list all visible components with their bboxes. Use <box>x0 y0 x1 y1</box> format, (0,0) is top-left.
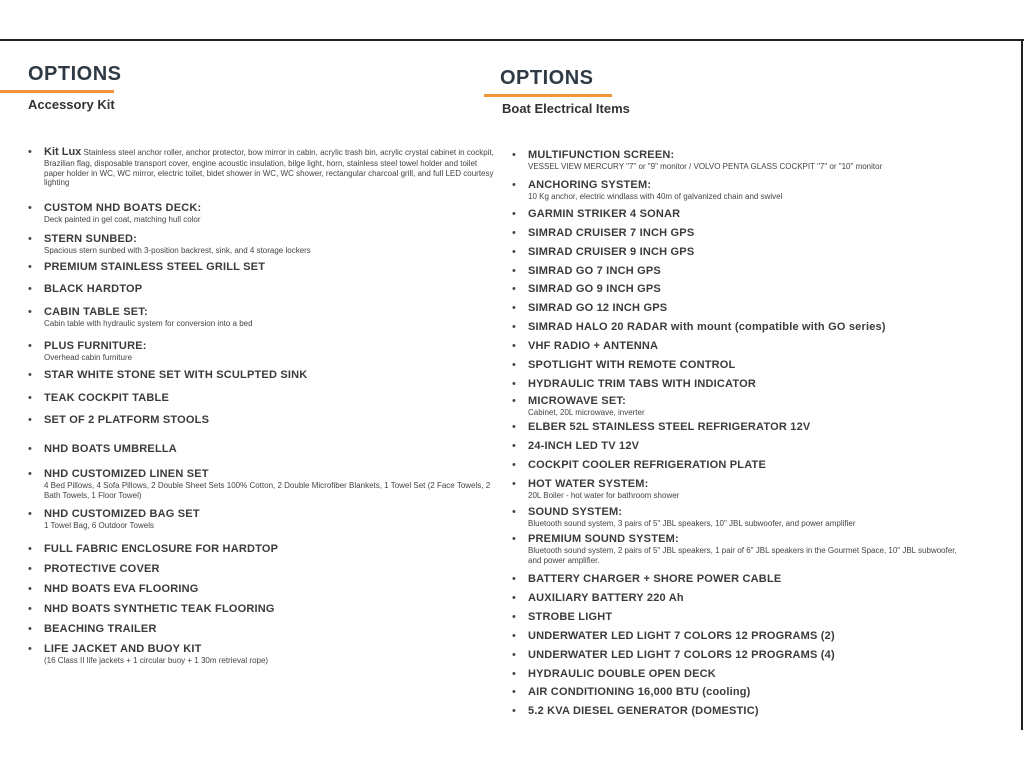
bullet: • <box>28 392 32 404</box>
bullet: • <box>28 508 32 520</box>
item-title: MICROWAVE SET: <box>528 395 626 407</box>
item-title: SIMRAD HALO 20 RADAR with mount (compatible with GO series) <box>528 321 886 333</box>
bullet: • <box>512 179 516 191</box>
item-title: HOT WATER SYSTEM: <box>528 478 649 490</box>
item-title: ELBER 52L STAINLESS STEEL REFRIGERATOR 12V <box>528 421 811 433</box>
item-desc: Overhead cabin furniture <box>44 353 133 362</box>
item-title: TEAK COCKPIT TABLE <box>44 392 170 404</box>
bullet: • <box>512 686 516 698</box>
item-desc: 1 Towel Bag, 6 Outdoor Towels <box>44 521 154 530</box>
item-title: STAR WHITE STONE SET WITH SCULPTED SINK <box>44 369 308 381</box>
item-title: PREMIUM SOUND SYSTEM: <box>528 533 679 545</box>
item-title: Kit Lux <box>44 146 82 158</box>
bullet: • <box>512 506 516 518</box>
bullet: • <box>512 302 516 314</box>
right-subheading: Boat Electrical Items <box>502 101 630 116</box>
item-desc: Cabin table with hydraulic system for conversion into a bed <box>44 319 253 328</box>
item-title: COCKPIT COOLER REFRIGERATION PLATE <box>528 459 767 471</box>
bullet: • <box>512 533 516 545</box>
item-title: NHD BOATS EVA FLOORING <box>44 583 199 595</box>
item-desc: Bluetooth sound system, 2 pairs of 5" JBL speakers, 1 pair of 6" JBL speakers in the Gourmet Space, 10" JBL subwoofer, and power amplifier. <box>528 546 957 565</box>
item-title: CABIN TABLE SET: <box>44 306 148 318</box>
item-title: STERN SUNBED: <box>44 233 138 245</box>
bullet: • <box>512 668 516 680</box>
bullet: • <box>512 611 516 623</box>
bullet: • <box>28 283 32 295</box>
left-section-header <box>28 62 498 113</box>
bullet: • <box>512 321 516 333</box>
bullet: • <box>28 340 32 352</box>
item-title: UNDERWATER LED LIGHT 7 COLORS 12 PROGRAMS (2) <box>528 630 835 642</box>
item-title: CUSTOM NHD BOATS DECK: <box>44 202 202 214</box>
item-title: AUXILIARY BATTERY 220 Ah <box>528 592 684 604</box>
bullet: • <box>512 395 516 407</box>
left-subheading: Accessory Kit <box>28 97 115 112</box>
bullet: • <box>512 440 516 452</box>
bullet: • <box>512 630 516 642</box>
bullet: • <box>28 202 32 214</box>
item-title: SOUND SYSTEM: <box>528 506 623 518</box>
item-title: SIMRAD GO 9 INCH GPS <box>528 283 661 295</box>
item-title: PROTECTIVE COVER <box>44 563 160 575</box>
item-title: UNDERWATER LED LIGHT 7 COLORS 12 PROGRAMS (4) <box>528 649 835 661</box>
item-title: FULL FABRIC ENCLOSURE FOR HARDTOP <box>44 543 279 555</box>
bullet: • <box>512 478 516 490</box>
item-title: LIFE JACKET AND BUOY KIT <box>44 643 202 655</box>
bullet: • <box>512 421 516 433</box>
item-title: BLACK HARDTOP <box>44 283 143 295</box>
left-heading: OPTIONS <box>28 63 122 85</box>
bullet: • <box>28 369 32 381</box>
item-title: SPOTLIGHT WITH REMOTE CONTROL <box>528 359 736 371</box>
item-title: AIR CONDITIONING 16,000 BTU (cooling) <box>528 686 751 698</box>
item-title: BATTERY CHARGER + SHORE POWER CABLE <box>528 573 782 585</box>
bullet: • <box>512 378 516 390</box>
bullet: • <box>512 340 516 352</box>
bullet: • <box>512 265 516 277</box>
bullet: • <box>28 146 32 158</box>
bullet: • <box>28 261 32 273</box>
item-title: BEACHING TRAILER <box>44 623 157 635</box>
item-title: SIMRAD CRUISER 9 INCH GPS <box>528 246 695 258</box>
item-desc: Stainless steel anchor roller, anchor protector, bow mirror in cabin, acrylic trash bin, acrylic crystal cabinet in cockpit, Brazilian flag, disposable transport cover, engine acoustic insulation, bilge light, horn, stainless steel towel holder and toilet paper holder in WC, WC mirror, electric toilet, bidet shower in WC, WC shower, rectangular charcoal grill, and full LED courtesy lighting <box>44 148 494 187</box>
bullet: • <box>28 623 32 635</box>
bullet: • <box>512 459 516 471</box>
item-title: GARMIN STRIKER 4 SONAR <box>528 208 681 220</box>
item-desc: (16 Class II life jackets + 1 circular buoy + 1 30m retrieval rope) <box>44 656 269 665</box>
item-desc: VESSEL VIEW MERCURY "7" or "9" monitor / VOLVO PENTA GLASS COCKPIT "7" or "10" monitor <box>528 162 883 171</box>
item-desc: Spacious stern sunbed with 3-position backrest, sink, and 4 storage lockers <box>44 246 311 255</box>
item-desc: 10 Kg anchor, electric windlass with 40m of galvanized chain and swivel <box>528 192 783 201</box>
bullet: • <box>512 592 516 604</box>
bullet: • <box>28 563 32 575</box>
bullet: • <box>512 283 516 295</box>
right-section-header <box>500 66 1015 117</box>
right-border <box>1021 40 1023 730</box>
item-title: ANCHORING SYSTEM: <box>528 179 652 191</box>
item-title: MULTIFUNCTION SCREEN: <box>528 149 675 161</box>
bullet: • <box>512 705 516 717</box>
bullet: • <box>512 359 516 371</box>
bullet: • <box>512 649 516 661</box>
item-title: 24-INCH LED TV 12V <box>528 440 640 452</box>
right-heading-underline <box>484 94 612 97</box>
bullet: • <box>28 306 32 318</box>
item-title: PREMIUM STAINLESS STEEL GRILL SET <box>44 261 266 273</box>
item-title: SIMRAD GO 12 INCH GPS <box>528 302 668 314</box>
item-title: SET OF 2 PLATFORM STOOLS <box>44 414 210 426</box>
bullet: • <box>28 643 32 655</box>
item-desc: 20L Boiler - hot water for bathroom shower <box>528 491 680 500</box>
item-desc: 4 Bed Pillows, 4 Sofa Pillows, 2 Double Sheet Sets 100% Cotton, 2 Double Microfiber Blankets, 1 Towel Set (2 Face Towels, 2 Bath Towels, 1 Floor Towel) <box>44 481 491 500</box>
bullet: • <box>28 468 32 480</box>
item-title: NHD CUSTOMIZED LINEN SET <box>44 468 209 480</box>
item-title: NHD BOATS SYNTHETIC TEAK FLOORING <box>44 603 275 615</box>
item-desc: Deck painted in gel coat, matching hull color <box>44 215 201 224</box>
bullet: • <box>28 414 32 426</box>
item-title: SIMRAD CRUISER 7 INCH GPS <box>528 227 695 239</box>
item-title: SIMRAD GO 7 INCH GPS <box>528 265 661 277</box>
item-title: VHF RADIO + ANTENNA <box>528 340 659 352</box>
item-title: STROBE LIGHT <box>528 611 613 623</box>
bullet: • <box>512 208 516 220</box>
item-title: HYDRAULIC DOUBLE OPEN DECK <box>528 668 716 680</box>
item-title: NHD CUSTOMIZED BAG SET <box>44 508 200 520</box>
bullet: • <box>512 246 516 258</box>
bullet: • <box>512 573 516 585</box>
bullet: • <box>28 233 32 245</box>
bullet: • <box>28 543 32 555</box>
item-title: 5.2 KVA DIESEL GENERATOR (DOMESTIC) <box>528 705 759 717</box>
bullet: • <box>512 227 516 239</box>
item-title: HYDRAULIC TRIM TABS WITH INDICATOR <box>528 378 757 390</box>
item-desc: Cabinet, 20L microwave, inverter <box>528 408 645 417</box>
top-border <box>0 39 1024 41</box>
right-heading: OPTIONS <box>500 67 594 89</box>
item-desc: Bluetooth sound system, 3 pairs of 5" JBL speakers, 10" JBL subwoofer, and power amplifier <box>528 519 856 528</box>
bullet: • <box>28 583 32 595</box>
bullet: • <box>512 149 516 161</box>
bullet: • <box>28 603 32 615</box>
left-heading-underline <box>0 90 114 93</box>
item-title: NHD BOATS UMBRELLA <box>44 443 177 455</box>
bullet: • <box>28 443 32 455</box>
item-title: PLUS FURNITURE: <box>44 340 147 352</box>
